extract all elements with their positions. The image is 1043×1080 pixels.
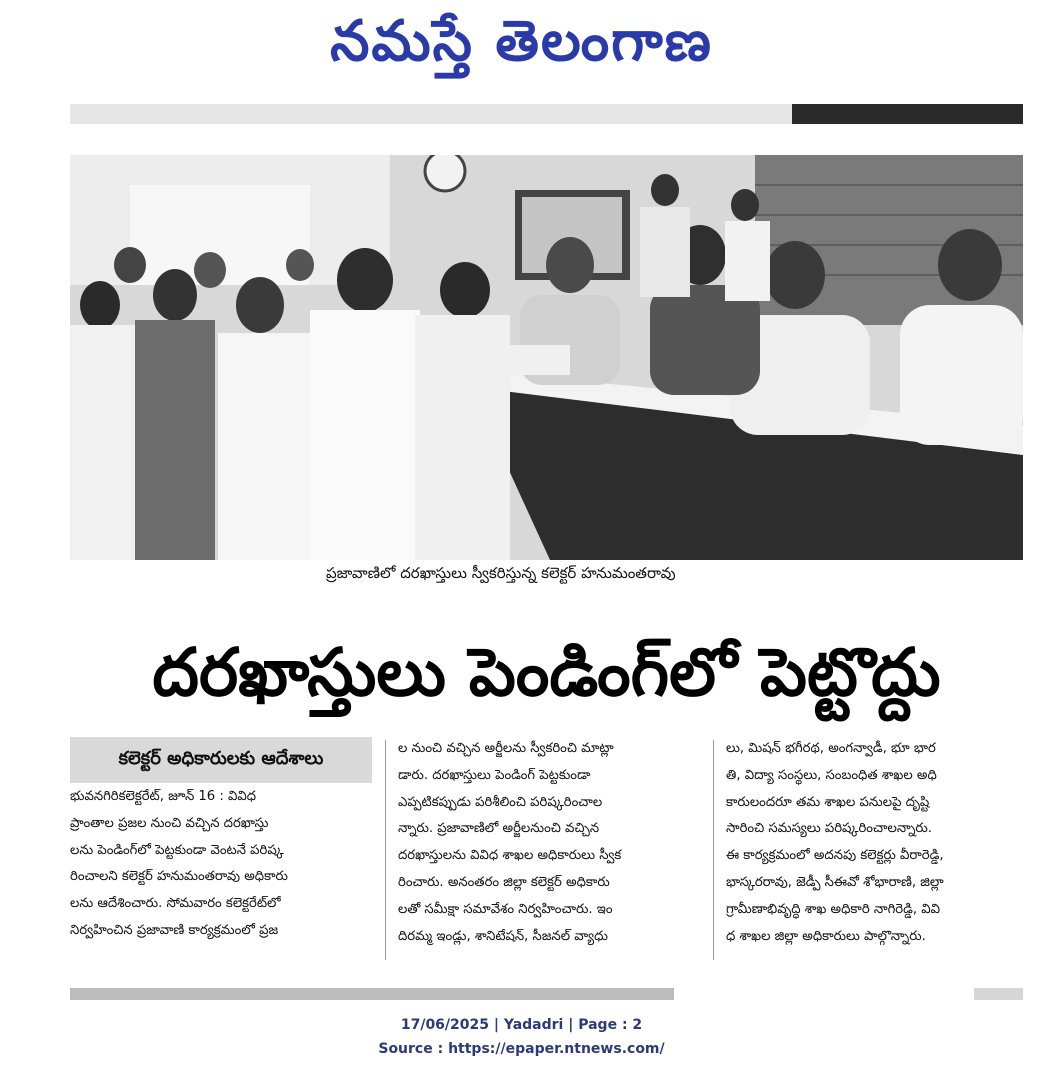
column-line: ఈ కార్యక్రమంలో అదనపు కలెక్టర్లు వీరారెడ్డి, <box>726 848 944 864</box>
column-line: భువనగిరికలెక్టరేట్, జూన్ 16 : వివిధ <box>70 789 257 804</box>
column-line: దరఖాస్తులను వివిధ శాఖల అధికారులు స్వీక <box>398 848 622 864</box>
article-subheadline: కలెక్టర్ అధికారులకు ఆదేశాలు <box>70 737 372 783</box>
column-line: ధ శాఖల జిల్లా అధికారులు పాల్గొన్నారు. <box>726 928 926 944</box>
newspaper-masthead: నమస్తే తెలంగాణ <box>330 8 713 74</box>
column-line: లను పెండింగ్‌లో పెట్టకుండా వెంటనే పరిష్క <box>70 842 284 858</box>
edition-footer: 17/06/2025 | Yadadri | Page : 2 <box>400 1017 643 1033</box>
news-photo-illustration <box>70 155 1023 560</box>
column-line: రించారు. అనంతరం జిల్లా కలెక్టర్ అధికారు <box>398 874 610 890</box>
column-line: ల నుంచి వచ్చిన అర్జీలను స్వీకరించి మాట్లా <box>398 741 614 756</box>
column-divider <box>713 740 714 960</box>
column-line: డారు. దరఖాస్తులు పెండింగ్ పెట్టకుండా <box>398 767 591 783</box>
column-line: లను ఆదేశించారు. సోమవారం కలెక్టరేట్‌లో <box>70 896 281 912</box>
column-line: కారులందరూ తమ శాఖల పనులపై దృష్టి <box>726 794 930 810</box>
column-line: తి, విద్యా సంస్థలు, సంబంధిత శాఖల అధి <box>726 767 937 783</box>
next-article-photo-edge <box>70 988 674 1000</box>
news-photo <box>70 155 1023 560</box>
photo-caption: ప్రజావాణిలో దరఖాస్తులు స్వీకరిస్తున్న కలెక్టర్ హనుమంతరావు <box>326 564 676 582</box>
column-line: లతో సమీక్షా సమావేశం నిర్వహించారు. ఇం <box>398 901 613 917</box>
article-headline: దరఖాస్తులు పెండింగ్‌లో పెట్టొద్దు <box>152 634 941 711</box>
column-line: న్నారు. ప్రజావాణిలో అర్జీలనుంచి వచ్చిన <box>398 821 600 837</box>
column-line: భాస్కరరావు, జెడ్పీ సీఈవో శోభారాణి, జిల్లా <box>726 874 944 890</box>
masthead-rule-dark <box>792 104 1023 124</box>
source-footer: Source : https://epaper.ntnews.com/ <box>378 1041 665 1057</box>
next-article-photo-edge <box>974 988 1023 1000</box>
column-line: లు, మిషన్ భగీరథ, అంగన్వాడీ, భూ భార <box>726 741 936 756</box>
column-line: సారించి సమస్యలు పరిష్కరించాలన్నారు. <box>726 821 932 837</box>
column-line: ప్రాంతాల ప్రజల నుంచి వచ్చిన దరఖాస్తు <box>70 815 269 831</box>
column-line: రించాలని కలెక్టర్ హనుమంతరావు అధికారు <box>70 869 288 885</box>
masthead-rule-light <box>70 104 792 124</box>
column-line: ఎప్పటికప్పుడు పరిశీలించి పరిష్కరించాల <box>398 794 603 810</box>
article-column-2 <box>398 736 700 950</box>
article-column-1 <box>70 784 372 945</box>
column-line: గ్రామీణాభివృద్ధి శాఖ అధికారి నాగిరెడ్డి, వివి <box>726 901 940 917</box>
column-line: దిరమ్మ ఇండ్లు, శానిటేషన్, సీజనల్ వ్యాధు <box>398 928 608 944</box>
column-line: నిర్వహించిన ప్రజావాణి కార్యక్రమంలో ప్రజ <box>70 922 279 938</box>
article-column-3 <box>726 736 1023 950</box>
column-divider <box>385 740 386 960</box>
